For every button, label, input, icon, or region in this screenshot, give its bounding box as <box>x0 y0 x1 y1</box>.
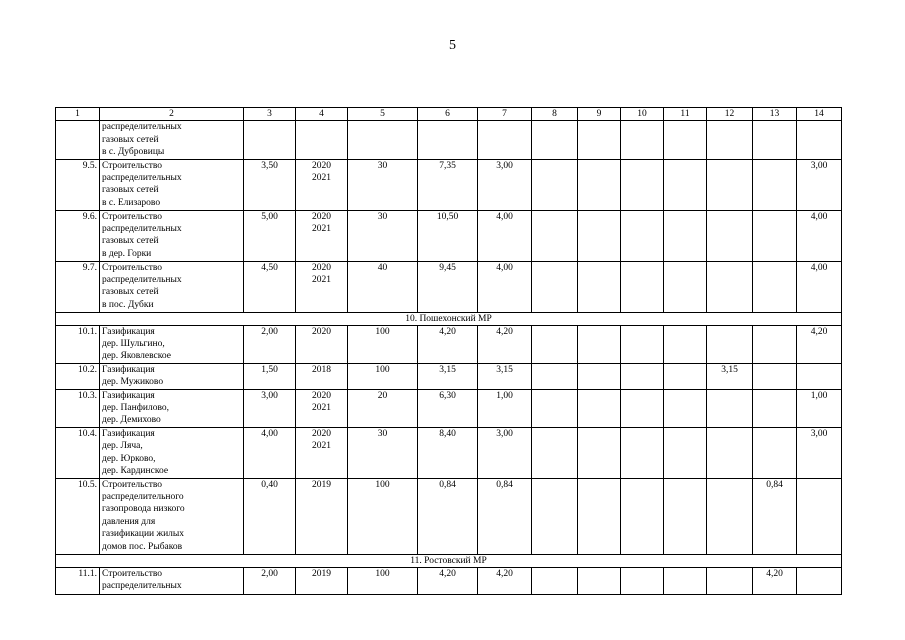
column-header-9: 9 <box>578 108 621 121</box>
cell-col-7: 3,00 <box>478 159 532 210</box>
table-row <box>56 389 842 427</box>
cell-line: 2020 <box>312 262 331 273</box>
cell-col-9 <box>578 478 621 554</box>
cell-col-2 <box>100 389 244 427</box>
cell-line: в пос. Дубки <box>102 299 154 310</box>
cell-line: распределительных <box>102 173 182 184</box>
cell-line: распределительных <box>102 224 182 235</box>
cell-col-5: 20 <box>348 389 418 427</box>
cell-line: Строительство <box>102 568 163 579</box>
cell-col-14 <box>797 363 842 389</box>
cell-col-8 <box>532 363 578 389</box>
cell-line: газовых сетей <box>102 287 159 298</box>
section-title: 10. Пошехонский МР <box>56 312 842 325</box>
cell-col-6: 3,15 <box>418 363 478 389</box>
cell-col-5: 30 <box>348 427 418 478</box>
cell-col-2 <box>100 567 244 594</box>
table-row <box>56 478 842 554</box>
cell-col-1: 11.1. <box>56 567 100 594</box>
cell-col-12 <box>707 261 753 312</box>
cell-col-2 <box>100 159 244 210</box>
cell-col-1: 10.1. <box>56 325 100 363</box>
cell-col-12 <box>707 121 753 159</box>
cell-line: Строительство <box>102 262 163 273</box>
cell-col-8 <box>532 427 578 478</box>
cell-line: 2020 <box>312 160 331 171</box>
cell-col-13: 0,84 <box>753 478 797 554</box>
cell-col-10 <box>621 121 664 159</box>
cell-col-11 <box>664 210 707 261</box>
cell-col-11 <box>664 325 707 363</box>
cell-line: Газификация <box>102 326 155 337</box>
cell-col-5 <box>348 121 418 159</box>
cell-col-3: 1,50 <box>244 363 296 389</box>
cell-line: 2019 <box>312 568 331 579</box>
cell-col-11 <box>664 427 707 478</box>
cell-col-2 <box>100 478 244 554</box>
cell-col-6: 6,30 <box>418 389 478 427</box>
cell-col-9 <box>578 567 621 594</box>
cell-col-8 <box>532 567 578 594</box>
cell-col-1: 10.4. <box>56 427 100 478</box>
cell-line: дер. Юрково, <box>102 453 156 464</box>
cell-col-1: 9.6. <box>56 210 100 261</box>
cell-line: в дер. Горки <box>102 248 152 259</box>
cell-col-3: 4,00 <box>244 427 296 478</box>
cell-col-10 <box>621 567 664 594</box>
cell-col-11 <box>664 159 707 210</box>
cell-col-6: 4,20 <box>418 567 478 594</box>
column-header-11: 11 <box>664 108 707 121</box>
cell-line: распределительных <box>102 580 182 591</box>
cell-col-10 <box>621 363 664 389</box>
cell-col-9 <box>578 121 621 159</box>
cell-col-8 <box>532 478 578 554</box>
cell-col-7: 1,00 <box>478 389 532 427</box>
column-header-7: 7 <box>478 108 532 121</box>
cell-line: дер. Ляча, <box>102 441 143 452</box>
column-header-13: 13 <box>753 108 797 121</box>
cell-col-11 <box>664 389 707 427</box>
cell-col-13 <box>753 363 797 389</box>
cell-col-1: 10.3. <box>56 389 100 427</box>
cell-line: дер. Мужиково <box>102 377 164 388</box>
cell-col-6: 7,35 <box>418 159 478 210</box>
cell-col-14 <box>797 567 842 594</box>
cell-col-10 <box>621 389 664 427</box>
cell-line: Строительство <box>102 479 163 490</box>
cell-col-11 <box>664 121 707 159</box>
cell-line: 2021 <box>312 403 331 414</box>
cell-line: 2020 <box>312 428 331 439</box>
cell-col-7 <box>478 121 532 159</box>
cell-col-12 <box>707 210 753 261</box>
cell-col-7: 4,20 <box>478 567 532 594</box>
cell-col-6: 9,45 <box>418 261 478 312</box>
cell-col-10 <box>621 261 664 312</box>
table-row <box>56 567 842 594</box>
cell-line: домов пос. Рыбаков <box>102 541 183 552</box>
cell-line: газификации жилых <box>102 529 185 540</box>
cell-line: 2018 <box>312 364 331 375</box>
cell-col-13 <box>753 389 797 427</box>
cell-col-3: 2,00 <box>244 325 296 363</box>
cell-col-14: 4,00 <box>797 261 842 312</box>
column-header-8: 8 <box>532 108 578 121</box>
cell-col-14: 3,00 <box>797 159 842 210</box>
cell-col-6 <box>418 121 478 159</box>
cell-col-3: 3,50 <box>244 159 296 210</box>
cell-line: 2020 <box>312 390 331 401</box>
cell-col-13 <box>753 159 797 210</box>
section-title: 11. Ростовский МР <box>56 554 842 567</box>
section-row <box>56 312 842 325</box>
cell-line: 2020 <box>312 211 331 222</box>
cell-line: Газификация <box>102 390 155 401</box>
column-header-5: 5 <box>348 108 418 121</box>
cell-col-11 <box>664 478 707 554</box>
cell-col-8 <box>532 210 578 261</box>
cell-col-7: 0,84 <box>478 478 532 554</box>
cell-col-14 <box>797 121 842 159</box>
cell-col-12 <box>707 389 753 427</box>
cell-line: дер. Яковлевское <box>102 351 171 362</box>
cell-col-13 <box>753 261 797 312</box>
cell-col-1: 10.2. <box>56 363 100 389</box>
cell-col-4 <box>296 478 348 554</box>
cell-col-8 <box>532 389 578 427</box>
cell-col-2 <box>100 325 244 363</box>
cell-col-9 <box>578 325 621 363</box>
cell-col-11 <box>664 363 707 389</box>
cell-col-9 <box>578 210 621 261</box>
cell-line: 2019 <box>312 479 331 490</box>
cell-col-13: 4,20 <box>753 567 797 594</box>
cell-col-12 <box>707 567 753 594</box>
cell-line: распределительного <box>102 491 184 502</box>
column-header-3: 3 <box>244 108 296 121</box>
column-header-14: 14 <box>797 108 842 121</box>
cell-col-7: 4,00 <box>478 261 532 312</box>
cell-col-2 <box>100 210 244 261</box>
cell-col-4 <box>296 121 348 159</box>
table-row <box>56 363 842 389</box>
cell-col-1: 10.5. <box>56 478 100 554</box>
cell-col-9 <box>578 427 621 478</box>
table-row <box>56 427 842 478</box>
cell-line: 2020 <box>312 326 331 337</box>
cell-col-13 <box>753 210 797 261</box>
table-row <box>56 159 842 210</box>
cell-col-3 <box>244 121 296 159</box>
cell-col-11 <box>664 567 707 594</box>
cell-col-6: 0,84 <box>418 478 478 554</box>
cell-col-5: 100 <box>348 363 418 389</box>
cell-col-5: 100 <box>348 567 418 594</box>
cell-col-1 <box>56 121 100 159</box>
cell-col-6: 8,40 <box>418 427 478 478</box>
cell-line: в с. Дубровицы <box>102 147 165 158</box>
cell-line: в с. Елизарово <box>102 197 161 208</box>
table-row <box>56 121 842 159</box>
cell-col-13 <box>753 427 797 478</box>
cell-line: газовых сетей <box>102 236 159 247</box>
cell-col-4 <box>296 389 348 427</box>
cell-col-3: 0,40 <box>244 478 296 554</box>
cell-col-13 <box>753 325 797 363</box>
cell-col-9 <box>578 159 621 210</box>
cell-line: дер. Кардинское <box>102 466 169 477</box>
column-header-6: 6 <box>418 108 478 121</box>
cell-line: газовых сетей <box>102 134 159 145</box>
cell-col-7: 4,20 <box>478 325 532 363</box>
cell-col-14: 4,20 <box>797 325 842 363</box>
table-row <box>56 261 842 312</box>
cell-col-14: 3,00 <box>797 427 842 478</box>
cell-col-4 <box>296 325 348 363</box>
cell-line: Газификация <box>102 428 155 439</box>
cell-line: 2021 <box>312 224 331 235</box>
cell-col-12 <box>707 325 753 363</box>
cell-col-11 <box>664 261 707 312</box>
cell-col-6: 4,20 <box>418 325 478 363</box>
cell-col-7: 3,00 <box>478 427 532 478</box>
cell-col-14: 1,00 <box>797 389 842 427</box>
column-header-4: 4 <box>296 108 348 121</box>
cell-col-12 <box>707 478 753 554</box>
cell-line: дер. Шульгино, <box>102 339 165 350</box>
cell-col-3: 4,50 <box>244 261 296 312</box>
cell-col-4 <box>296 427 348 478</box>
cell-col-1: 9.5. <box>56 159 100 210</box>
cell-col-12: 3,15 <box>707 363 753 389</box>
cell-line: 2021 <box>312 173 331 184</box>
column-header-1: 1 <box>56 108 100 121</box>
cell-col-4 <box>296 363 348 389</box>
cell-line: давления для <box>102 516 156 527</box>
cell-line: распределительных <box>102 275 182 286</box>
cell-col-10 <box>621 478 664 554</box>
header-row <box>56 108 842 121</box>
cell-col-4 <box>296 261 348 312</box>
cell-line: Строительство <box>102 211 163 222</box>
cell-col-2 <box>100 121 244 159</box>
column-header-2: 2 <box>100 108 244 121</box>
cell-col-10 <box>621 325 664 363</box>
cell-line: дер. Панфилово, <box>102 403 169 414</box>
cell-col-7: 4,00 <box>478 210 532 261</box>
cell-col-9 <box>578 261 621 312</box>
cell-line: распределительных <box>102 122 182 133</box>
cell-line: газовых сетей <box>102 185 159 196</box>
cell-col-2 <box>100 363 244 389</box>
cell-line: Газификация <box>102 364 155 375</box>
cell-col-8 <box>532 159 578 210</box>
cell-col-5: 100 <box>348 325 418 363</box>
cell-col-9 <box>578 389 621 427</box>
cell-col-1: 9.7. <box>56 261 100 312</box>
cell-col-3: 2,00 <box>244 567 296 594</box>
cell-col-3: 5,00 <box>244 210 296 261</box>
column-header-10: 10 <box>621 108 664 121</box>
cell-col-3: 3,00 <box>244 389 296 427</box>
cell-col-4 <box>296 567 348 594</box>
cell-col-2 <box>100 427 244 478</box>
column-header-12: 12 <box>707 108 753 121</box>
cell-col-7: 3,15 <box>478 363 532 389</box>
cell-col-12 <box>707 427 753 478</box>
cell-col-8 <box>532 261 578 312</box>
cell-col-5: 40 <box>348 261 418 312</box>
cell-line: дер. Демихово <box>102 415 161 426</box>
cell-col-5: 30 <box>348 210 418 261</box>
cell-line: 2021 <box>312 441 331 452</box>
cell-col-14 <box>797 478 842 554</box>
cell-col-10 <box>621 210 664 261</box>
cell-line: Строительство <box>102 160 163 171</box>
cell-col-10 <box>621 159 664 210</box>
cell-col-5: 100 <box>348 478 418 554</box>
cell-line: газопровода низкого <box>102 504 185 515</box>
cell-col-5: 30 <box>348 159 418 210</box>
cell-col-13 <box>753 121 797 159</box>
table-row <box>56 325 842 363</box>
cell-col-8 <box>532 325 578 363</box>
data-table <box>55 107 842 595</box>
cell-col-14: 4,00 <box>797 210 842 261</box>
cell-col-10 <box>621 427 664 478</box>
cell-col-4 <box>296 210 348 261</box>
cell-col-4 <box>296 159 348 210</box>
cell-col-6: 10,50 <box>418 210 478 261</box>
page-number: 5 <box>449 38 456 53</box>
table-row <box>56 210 842 261</box>
cell-col-12 <box>707 159 753 210</box>
cell-col-9 <box>578 363 621 389</box>
cell-col-2 <box>100 261 244 312</box>
cell-col-8 <box>532 121 578 159</box>
section-row <box>56 554 842 567</box>
cell-line: 2021 <box>312 275 331 286</box>
